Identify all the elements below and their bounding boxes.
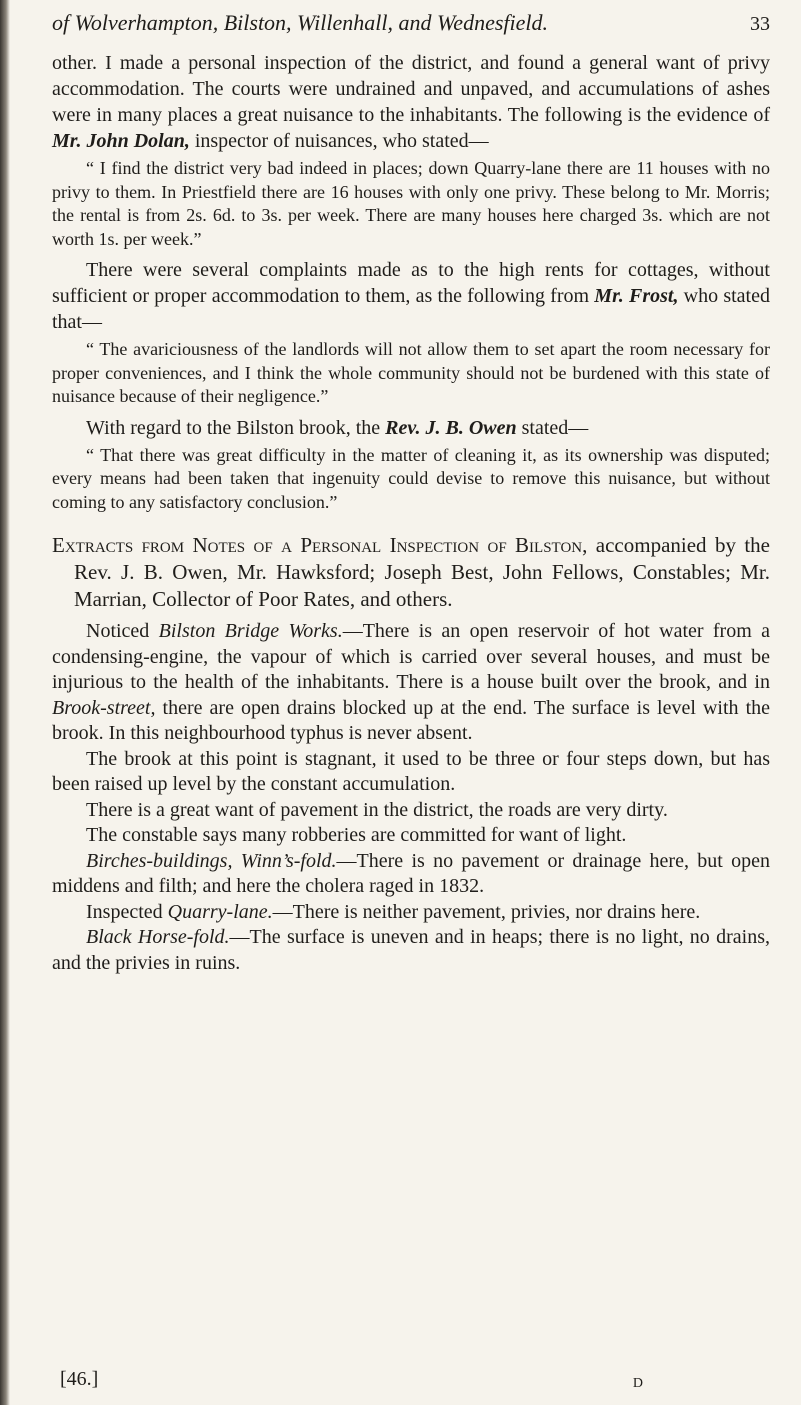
place-name: Birches-buildings, Winn’s-fold. [86,849,337,872]
note-bridge-works: Noticed Bilston Bridge Works.—There is an open reservoir of hot water from a condensing-engine, the vapour of which is carried over several houses, and must be injurious to the health of the inhabitants. There is a house built over the brook, and in Brook-street, there are open drains blocked up at the end. The surface is level with the brook. In this neighbourhood typhus is never absent. [52,620,770,744]
quote-frost: “ The avariciousness of the landlords will not allow them to set apart the room necessary for proper conveniences, and I think the whole community should not be burdened with this state of nuisance because of their negligence.” [52,339,770,406]
witness-name: Mr. John Dolan, [52,130,190,152]
place-name: Bilston Bridge Works. [158,620,343,642]
note-pavement: There is a great want of pavement in the district, the roads are very dirty. [86,798,668,821]
book-page [52,10,770,976]
quote-owen: “ That there was great difficulty in the matter of cleaning it, as its ownership was disputed; every means had been taken that ingenuity could devise to remove this nuisance, but without coming to any satisfactory conclusion.” [52,444,770,512]
place-name: Quarry-lane. [167,900,273,923]
signature-mark: D [632,1376,643,1391]
note-quarry-lane: Inspected Quarry-lane.—There is neither pavement, privies, nor drains here. [86,900,701,923]
witness-name: Mr. Frost, [594,285,679,307]
note-birches-buildings: Birches-buildings, Winn’s-fold.—There is no pavement or drainage here, but open middens and filth; and here the cholera raged in 1832. [52,849,771,897]
place-name: Brook-street, [52,696,156,719]
section-title: Extracts from Notes of a Personal Inspection of Bilston, [52,533,588,557]
page-footer [60,1368,771,1392]
page-number: 33 [750,13,770,35]
book-spine-shadow [0,0,10,1405]
note-robberies: The constable says many robberies are committed for want of light. [86,824,627,846]
section-subtitle: accompanied by the Rev. J. B. Owen, Mr. Hawksford; Joseph Best, John Fellows, Constables; Mr. Marrian, Collector of Poor Rates, and others. [74,533,771,611]
running-title: of Wolverhampton, Bilston, Willenhall, and Wednesfield. [52,10,548,35]
running-header [52,10,770,36]
place-name: Black Horse-fold. [86,926,230,948]
paragraph-privy-inspection: other. I made a personal inspection of the district, and found a general want of privy accommodation. The courts were undrained and unpaved, and accumulations of ashes were in many places a great nuisance to the inhabitants. The following is the evidence of Mr. John Dolan, inspector of nuisances, who stated— [52,52,770,152]
note-stagnant-brook: The brook at this point is stagnant, it used to be three or four steps down, but has been raised up level by the constant accumulation. [52,747,770,795]
note-black-horse-fold: Black Horse-fold.—The surface is uneven and in heaps; there is no light, no drains, and the privies in ruins. [52,926,771,974]
paragraph-bilston-brook: With regard to the Bilston brook, the Rev. J. B. Owen stated— [86,416,589,439]
section-heading [52,532,770,613]
witness-name: Rev. J. B. Owen [385,416,517,439]
quote-dolan: “ I find the district very bad indeed in places; down Quarry-lane there are 11 houses with no privy to them. In Priestfield there are 16 houses with only one privy. These belong to Mr. Morris; the rental is from 2s. 6d. to 3s. per week. There are many houses here charged 3s. which are not worth 1s. per week.” [52,158,770,249]
paragraph-high-rents: There were several complaints made as to the high rents for cottages, without sufficient or proper accommodation to them, as the following from Mr. Frost, who stated that— [52,259,770,333]
catalogue-number: [46.] [60,1368,99,1390]
inspection-notes [52,619,770,976]
